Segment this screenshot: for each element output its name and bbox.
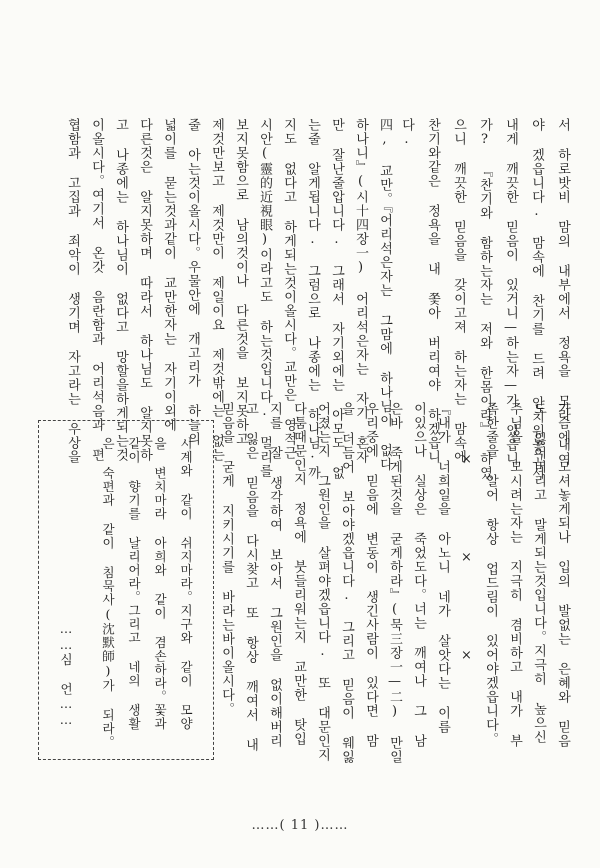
text-column: 찬기와같은 정욕을 내 쫓아 버리여야 하겠읍니	[425, 118, 440, 464]
text-column: 줄 아는것이올시다。우물안에 개고리가 하늘의	[185, 118, 200, 446]
text-column: 四, 교만。『어리석은자는 그맘에 하나님이 없다	[377, 118, 392, 472]
aphorism-signature: ……심 언……	[58, 621, 74, 728]
text-column: 만 잘난줄압니다. 그래서 자기외에는 아모도 없	[329, 118, 344, 480]
text-column: 가슴에 모셔놓게되나 입의 발없는 은혜와 믿음	[555, 402, 570, 748]
text-column: 으니 깨끗한 믿음을 갖이고져 하는자는 맘속에	[451, 118, 466, 464]
text-column: 족한줄을 알어 항상 업드림이 있어야겠읍니다。	[483, 402, 498, 746]
text-column: 은바 죽게된것을 굳게하라』(묵三장一—二) 만일	[387, 402, 402, 764]
text-column: 제것만보고 제것만이 제일이요 제것밖에는 없는	[209, 118, 224, 462]
text-column: 우리중에 믿음에 변동이 생긴사람이 있다면 맘	[363, 402, 378, 748]
aphorism-line: 시계와 같이 쉬지마라。지구와 같이 모양	[178, 437, 194, 731]
text-column: 어졌는지 그원인을 살펴야겠읍니다. 또 대문인지	[315, 402, 330, 762]
text-column: 이있으나 실상은 죽었도다。너는 깨여나 그 남	[411, 402, 426, 748]
text-column: 다른것은 알지못하며 따라서 하나님도 알지못하	[137, 118, 152, 462]
text-column: 는줄 알게됩니다. 그럼으로 나종에는 하나님·까	[305, 118, 320, 480]
text-column: 고 나종에는 하나님이 없다고 망할을하게되는것	[113, 118, 128, 462]
text-column: 내게 깨끗한 믿음이 있거니—하는자—가 있읍니	[503, 118, 518, 466]
section-divider: × × ×	[459, 452, 474, 697]
aphorism-line: 을 변치마라 아희와 같이 겸손하라。꽃과	[152, 437, 168, 731]
text-column: 시안(靈的近視眼)이라고도 하는것입니다. 멀리를	[257, 118, 272, 478]
aphorism-line: 같이 향기를 날리어라。그리고 네의 생활	[126, 437, 142, 731]
text-column: 협함과 고집과 죄악이 생기며 자고라는 우상을	[65, 118, 80, 464]
text-column: 믿음을 굳게 지키시기를 바라는바이올시다。	[219, 402, 234, 716]
text-column: 야 겠읍니다. 맘속에 찬기를 드려 안치워놓고서	[529, 118, 544, 480]
text-column: 『내가 너희일을 아노니 네가 살앗다는 이름	[435, 402, 450, 734]
page-number: ……( 11 )……	[251, 818, 349, 833]
text-column: 다.	[399, 118, 414, 148]
text-column: 주님을 모시려는자는 지극히 겸비하고 내가 부	[507, 402, 522, 748]
aphorism-line: 은 숙편과 같이 침묵사(沈默師)가 되라。	[100, 437, 116, 749]
text-column: 하나니』(시十四장一) 어리석은자는 자기 혼자	[353, 118, 368, 464]
text-column: 고 잃은 믿음을 다시찾고 또 항상 깨여서 내	[243, 402, 258, 752]
text-column: 지를 잘 생각하여 보아서 그원인을 없이해버리	[267, 402, 282, 748]
text-column: 보지못함으로 남의것이나 다른것을 보지못하고	[233, 118, 248, 446]
text-column: 넓이를 묻는것과같이 교만한자는 자기이외에	[161, 118, 176, 432]
text-column: 다툼때문인지 정욕에 붓들리워는지 교만한 탓입	[291, 402, 306, 746]
text-column: 이올시다。여기서 온갓 음란함과 어리석음과 편	[89, 118, 104, 462]
text-column: 서 하로밧비 맘의 내부에서 정욕을 모라 내여	[555, 118, 570, 466]
text-column: 지도 없다고 하게되는것이올시다。교만은 영적근	[281, 118, 296, 460]
text-column: 도 잃어버리고 말게되는것입니다。지극히 높으신	[531, 402, 546, 744]
aphorism-box	[38, 420, 214, 760]
text-column: 을 더듬어 보아야겠읍니다. 그리고 믿음이 웨잃	[339, 402, 354, 764]
text-column: 가? 『찬기와 함하는자는 저와 한몸이라』 하였	[477, 118, 492, 480]
